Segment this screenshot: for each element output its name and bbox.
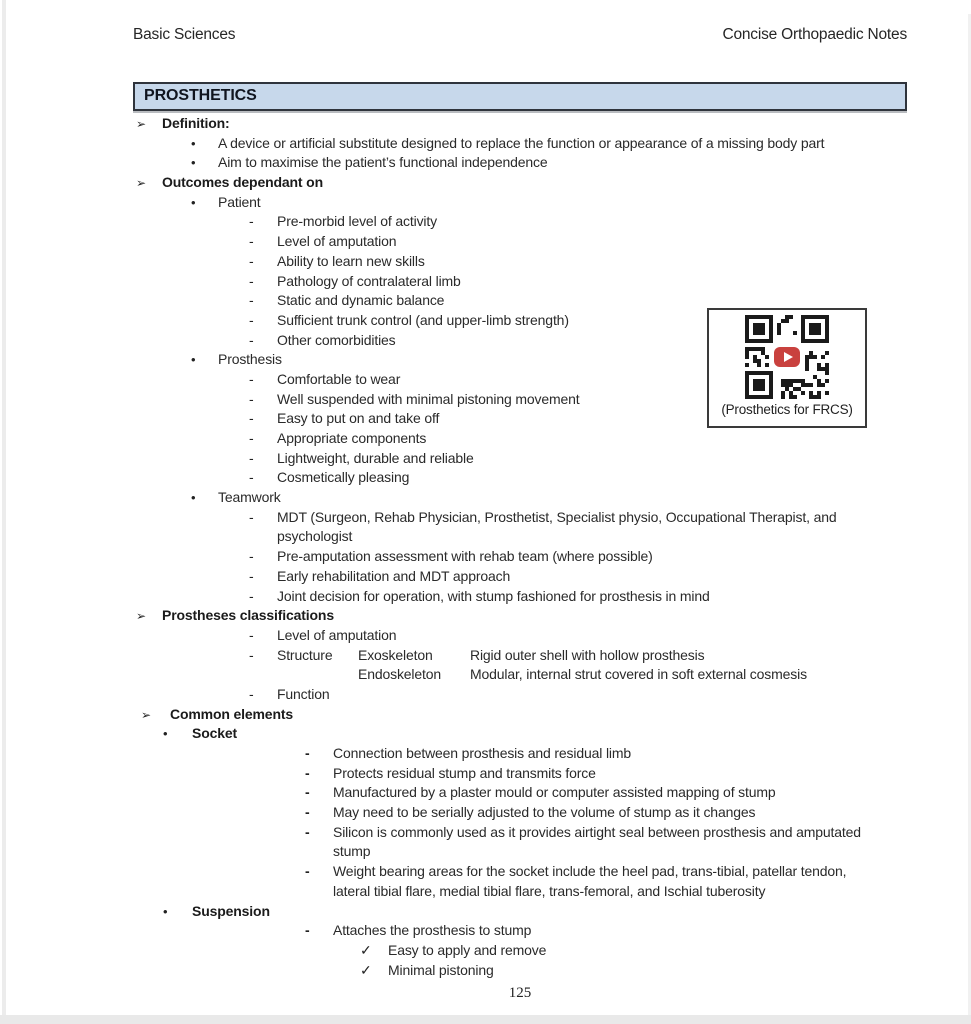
page-edge-left bbox=[2, 0, 6, 1024]
outline-text: Common elements bbox=[170, 705, 293, 722]
page-number: 125 bbox=[508, 985, 532, 1002]
outline-text: psychologist bbox=[277, 528, 353, 545]
table-cell: Rigid outer shell with hollow prosthesis bbox=[470, 646, 705, 663]
outline-text: A device or artificial substitute designed to replace the function or appearance of a missing body part bbox=[218, 134, 825, 151]
outline-text: Definition: bbox=[162, 115, 230, 131]
outline-line bbox=[249, 212, 907, 232]
bullet-icon: • bbox=[191, 352, 196, 368]
header-left-title: Basic Sciences bbox=[133, 26, 236, 43]
outline-line bbox=[305, 783, 907, 803]
outline-line bbox=[249, 646, 907, 666]
outline-text: Weight bearing areas for the socket include the heel pad, trans-tibial, patellar tendon, bbox=[333, 863, 847, 880]
outline-text: Pre-amputation assessment with rehab team (where possible) bbox=[277, 548, 653, 565]
dash-icon: - bbox=[249, 252, 254, 269]
outline-line bbox=[191, 134, 907, 154]
outline-line bbox=[249, 587, 907, 607]
outline-line bbox=[249, 665, 907, 685]
dash-icon: - bbox=[249, 213, 254, 230]
outline-text: Ability to learn new skills bbox=[277, 252, 425, 269]
outline-line bbox=[360, 941, 907, 961]
outline-text: Pathology of contralateral limb bbox=[277, 272, 461, 289]
outline-line bbox=[277, 527, 907, 547]
header-right-title: Concise Orthopaedic Notes bbox=[722, 26, 907, 43]
dash-icon: - bbox=[249, 370, 254, 387]
dash-icon: - bbox=[249, 390, 254, 407]
outline-line bbox=[249, 272, 907, 292]
arrow-bullet-icon: ➢ bbox=[136, 117, 146, 131]
page-footer bbox=[133, 984, 907, 1003]
outline-line bbox=[305, 764, 907, 784]
arrow-bullet-icon: ➢ bbox=[136, 176, 146, 191]
table-cell: Endoskeleton bbox=[358, 666, 442, 683]
bullet-icon: • bbox=[163, 903, 168, 919]
outline-text: Prosthesis bbox=[218, 351, 282, 368]
qr-code-image bbox=[744, 315, 830, 399]
outline-line bbox=[249, 232, 907, 252]
outline-text: Cosmetically pleasing bbox=[277, 469, 410, 486]
outline-line bbox=[360, 961, 907, 981]
outline-text: Level of amputation bbox=[277, 233, 397, 250]
table-cell: Exoskeleton bbox=[358, 646, 433, 663]
outline-text: Function bbox=[277, 685, 330, 702]
outline-line bbox=[249, 508, 907, 528]
outline-text: Attaches the prosthesis to stump bbox=[333, 922, 532, 939]
dash-icon: - bbox=[249, 292, 254, 309]
outline-text: Socket bbox=[192, 725, 238, 742]
bullet-icon: • bbox=[191, 135, 196, 151]
dash-icon: - bbox=[305, 922, 310, 939]
outline-text: Well suspended with minimal pistoning movement bbox=[277, 390, 580, 407]
dash-icon: - bbox=[249, 548, 254, 565]
outline-text: Teamwork bbox=[218, 489, 281, 506]
section-title: PROSTHETICS bbox=[144, 87, 257, 104]
outline-text: Aim to maximise the patient’s functional independence bbox=[218, 154, 548, 171]
outline-text: May need to be serially adjusted to the volume of stump as it changes bbox=[333, 804, 756, 821]
dash-icon: - bbox=[305, 745, 310, 761]
bullet-icon: • bbox=[163, 726, 168, 742]
dash-icon: - bbox=[249, 272, 254, 289]
dash-icon: - bbox=[249, 469, 254, 486]
dash-icon: - bbox=[249, 410, 254, 427]
bullet-icon: • bbox=[191, 155, 196, 171]
outline-text: Patient bbox=[218, 193, 261, 210]
outline-text: Protects residual stump and transmits force bbox=[333, 764, 596, 781]
outline-line bbox=[305, 823, 907, 843]
outline-line bbox=[249, 685, 907, 705]
arrow-bullet-icon: ➢ bbox=[141, 707, 151, 722]
outline-text: Joint decision for operation, with stump fashioned for prosthesis in mind bbox=[277, 587, 710, 604]
arrow-bullet-icon: ➢ bbox=[136, 609, 146, 624]
outline-text: Appropriate components bbox=[277, 430, 427, 446]
outline-line bbox=[333, 882, 907, 902]
dash-icon: - bbox=[249, 646, 254, 663]
qr-caption: (Prosthetics for FRCS) bbox=[721, 402, 853, 417]
dash-icon: - bbox=[249, 311, 254, 328]
outline-line bbox=[305, 803, 907, 823]
outline-text: Early rehabilitation and MDT approach bbox=[277, 567, 511, 584]
bullet-icon: • bbox=[191, 490, 196, 506]
outline-line bbox=[305, 744, 907, 764]
dash-icon: - bbox=[249, 587, 254, 604]
outline-line bbox=[249, 449, 907, 469]
outline-text: MDT (Surgeon, Rehab Physician, Prosthetist, Specialist physio, Occupational Therapist, and bbox=[277, 508, 837, 525]
qr-box bbox=[707, 308, 867, 428]
outline-text: Connection between prosthesis and residual limb bbox=[333, 745, 632, 761]
dash-icon: - bbox=[249, 626, 254, 643]
outline-line bbox=[191, 488, 907, 508]
outline-line bbox=[249, 567, 907, 587]
dash-icon: - bbox=[249, 233, 254, 250]
outline-line bbox=[191, 193, 907, 213]
dash-icon: - bbox=[249, 685, 254, 702]
outline-text: Manufactured by a plaster mould or computer assisted mapping of stump bbox=[333, 784, 776, 801]
outline-line bbox=[249, 626, 907, 646]
outline-text: Prostheses classifications bbox=[162, 607, 334, 624]
table-cell: Structure bbox=[277, 646, 333, 663]
outline-line bbox=[333, 842, 907, 862]
outline-text: stump bbox=[333, 843, 371, 860]
dash-icon: - bbox=[305, 784, 310, 801]
checkmark-icon: ✓ bbox=[360, 961, 372, 978]
dash-icon: - bbox=[249, 567, 254, 584]
outline-text: Outcomes dependant on bbox=[162, 174, 323, 191]
outline-line bbox=[305, 862, 907, 882]
dash-icon: - bbox=[249, 508, 254, 525]
outline-line bbox=[249, 547, 907, 567]
dash-icon: - bbox=[305, 804, 310, 821]
dash-icon: - bbox=[305, 764, 310, 781]
outline-line bbox=[249, 252, 907, 272]
page-header bbox=[133, 0, 907, 44]
outline-text: Sufficient trunk control (and upper-limb strength) bbox=[277, 311, 569, 328]
outline-line bbox=[136, 606, 907, 626]
outline-text: Easy to put on and take off bbox=[277, 410, 440, 427]
outline-line bbox=[191, 153, 907, 173]
outline-text: Minimal pistoning bbox=[388, 961, 494, 978]
outline-text: Static and dynamic balance bbox=[277, 292, 445, 309]
outline-line bbox=[136, 173, 907, 193]
outline bbox=[133, 114, 907, 980]
outline-text: Other comorbidities bbox=[277, 331, 396, 348]
outline-line bbox=[249, 429, 907, 449]
outline-text: Lightweight, durable and reliable bbox=[277, 449, 474, 466]
outline-text: Silicon is commonly used as it provides airtight seal between prosthesis and amputated bbox=[333, 823, 861, 840]
outline-text: Easy to apply and remove bbox=[388, 941, 547, 958]
dash-icon: - bbox=[249, 331, 254, 348]
outline-text: lateral tibial flare, medial tibial flare, trans-femoral, and Ischial tuberosity bbox=[333, 882, 766, 899]
outline-text: Pre-morbid level of activity bbox=[277, 213, 437, 230]
outline-line bbox=[141, 705, 907, 725]
dash-icon: - bbox=[305, 863, 310, 880]
outline-text: Level of amputation bbox=[277, 626, 397, 643]
outline-line bbox=[249, 468, 907, 488]
outline-text: Comfortable to wear bbox=[277, 370, 401, 387]
section-banner bbox=[133, 82, 907, 111]
outline-line bbox=[136, 114, 907, 134]
dash-icon: - bbox=[305, 823, 310, 840]
outline-line bbox=[305, 921, 907, 941]
outline-line bbox=[163, 724, 907, 744]
page-edge-bottom bbox=[0, 1015, 971, 1024]
checkmark-icon: ✓ bbox=[360, 941, 372, 958]
dash-icon: - bbox=[249, 449, 254, 466]
outline-line bbox=[163, 902, 907, 922]
outline-text: Suspension bbox=[192, 902, 270, 919]
dash-icon: - bbox=[249, 430, 254, 446]
bullet-icon: • bbox=[191, 194, 196, 210]
table-cell: Modular, internal strut covered in soft external cosmesis bbox=[470, 666, 807, 683]
